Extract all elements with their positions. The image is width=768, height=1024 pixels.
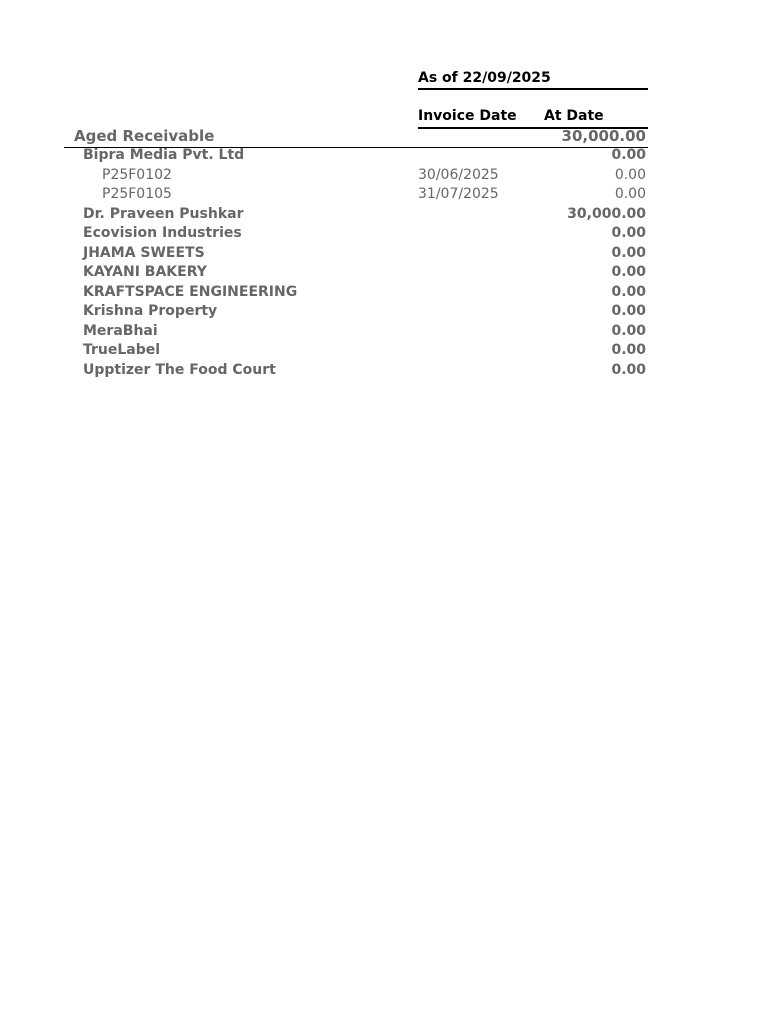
- invoice-number: P25F0102: [102, 166, 172, 183]
- invoice-row[interactable]: [0, 185, 768, 205]
- partner-amount: 30,000.00: [567, 205, 646, 222]
- aged-receivable-total-row: [0, 127, 768, 147]
- invoice-amount: 0.00: [614, 186, 646, 202]
- partner-amount: 0.00: [611, 283, 646, 300]
- total-amount: 30,000.00: [561, 127, 646, 145]
- partner-name: Dr. Praveen Pushkar: [83, 205, 244, 222]
- invoice-date-column-header: Invoice Date: [418, 107, 544, 129]
- partner-amount: 0.00: [611, 342, 646, 358]
- partner-row[interactable]: [0, 146, 768, 166]
- partner-row[interactable]: [0, 205, 768, 225]
- partner-name: Bipra Media Pvt. Ltd: [83, 147, 245, 163]
- partner-row[interactable]: [0, 302, 768, 322]
- partner-name: Krishna Property: [83, 303, 218, 319]
- invoice-amount: 0.00: [614, 166, 646, 183]
- invoice-number: P25F0105: [102, 186, 172, 202]
- partner-amount: 0.00: [611, 322, 646, 339]
- as-of-date-header: As of 22/09/2025: [418, 69, 648, 90]
- partner-name: KRAFTSPACE ENGINEERING: [83, 283, 298, 300]
- partner-name: MeraBhai: [83, 322, 158, 339]
- partner-name: JHAMA SWEETS: [83, 244, 205, 261]
- partner-row[interactable]: [0, 341, 768, 361]
- partner-name: Upptizer The Food Court: [83, 361, 276, 378]
- invoice-date: 30/06/2025: [418, 166, 499, 183]
- partner-amount: 0.00: [611, 147, 646, 163]
- invoice-row[interactable]: [0, 166, 768, 186]
- partner-amount: 0.00: [611, 303, 646, 319]
- partner-row[interactable]: [0, 263, 768, 283]
- partner-name: KAYANI BAKERY: [83, 264, 207, 280]
- invoice-date: 31/07/2025: [418, 186, 499, 202]
- at-date-column-header: At Date: [544, 107, 648, 129]
- partner-name: TrueLabel: [83, 342, 161, 358]
- partner-amount: 0.00: [611, 361, 646, 378]
- partner-amount: 0.00: [611, 264, 646, 280]
- partner-row[interactable]: [0, 283, 768, 303]
- total-label: Aged Receivable: [74, 127, 215, 145]
- partner-amount: 0.00: [611, 244, 646, 261]
- partner-row[interactable]: [0, 361, 768, 381]
- partner-amount: 0.00: [611, 225, 646, 241]
- partner-row[interactable]: [0, 322, 768, 342]
- partner-row[interactable]: [0, 224, 768, 244]
- partner-row[interactable]: [0, 244, 768, 264]
- partner-name: Ecovision Industries: [83, 225, 242, 241]
